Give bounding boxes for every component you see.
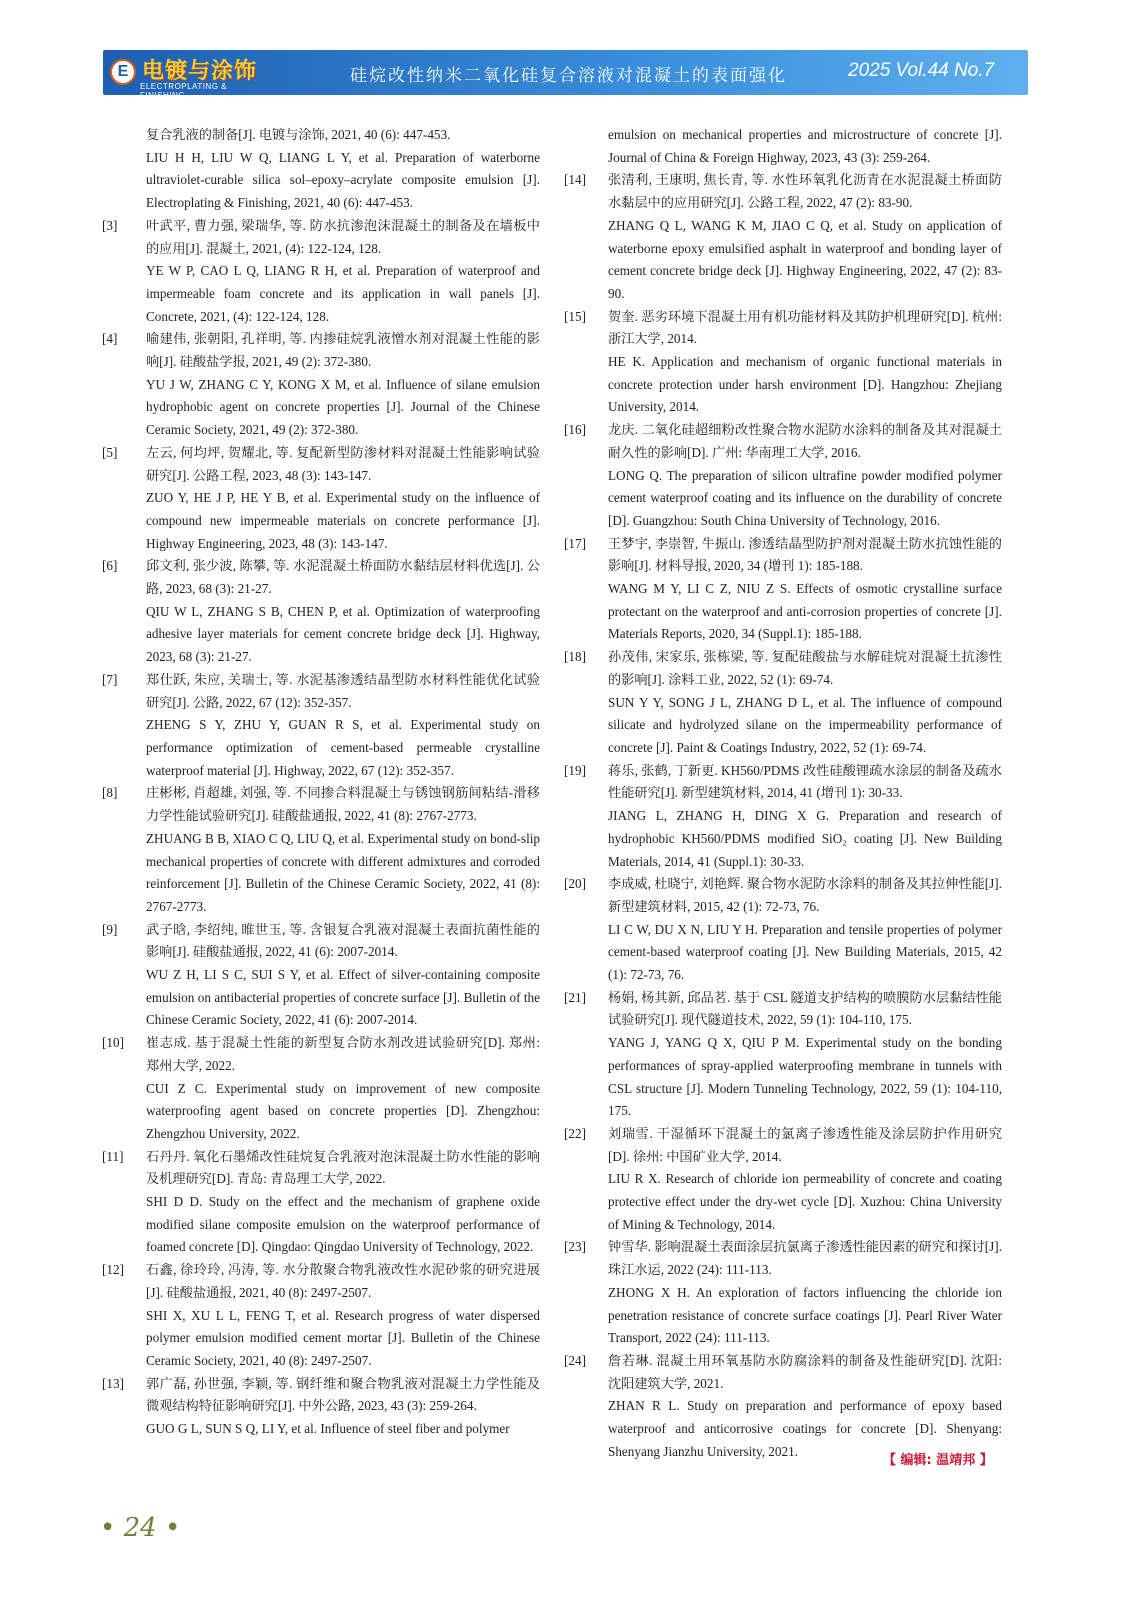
reference-entry <box>102 919 540 1033</box>
logo-subtitle: ELECTROPLATING & FINISHING <box>140 82 227 100</box>
reference-entry <box>102 555 540 669</box>
reference-translation: SUN Y Y, SONG J L, ZHANG D L, et al. The influence of compound silicate and hydrolyzed silane on the impermeability performance of concrete [J]. Paint & Coatings Industry, 2022, 52 (1): 69-74. <box>608 694 1002 755</box>
reference-number: [24] <box>564 1352 586 1368</box>
reference-translation: HE K. Application and mechanism of organic functional materials in concrete protection under harsh environment [D]. Hangzhou: Zhejiang University, 2014. <box>608 354 1002 415</box>
reference-entry <box>102 328 540 442</box>
reference-number: [20] <box>564 876 586 892</box>
reference-translation: SHI X, XU L L, FENG T, et al. Research progress of water dispersed polymer emulsion modified cement mortar [J]. Bulletin of the Chinese Ceramic Society, 2021, 40 (8): 2497-2507. <box>146 1307 540 1368</box>
reference-translation: ZHAN R L. Study on preparation and performance of epoxy based waterproof and anticorrosive coatings for concrete [D]. Shenyang: Shenyang Jianzhu University, 2021. <box>608 1398 1002 1459</box>
reference-entry <box>102 124 540 215</box>
reference-translation: ZHUANG B B, XIAO C Q, LIU Q, et al. Experimental study on bond-slip mechanical properties of concrete with different admixtures and corroded reinforcement [J]. Bulletin of the Chinese Ceramic Society, 2022, 41 (8): 2767-2773. <box>146 830 540 914</box>
reference-translation: YU J W, ZHANG C Y, KONG X M, et al. Influence of silane emulsion hydrophobic agent on concrete properties [J]. Journal of the Chinese Ceramic Society, 2021, 49 (2): 372-380. <box>146 376 540 438</box>
reference-entry <box>564 124 1002 169</box>
reference-translation: YANG J, YANG Q X, QIU P M. Experimental study on the bonding performances of spray-applied waterproofing membrane in tunnels with CSL structure [J]. Modern Tunneling Technology, 2022, 59 (1): 104-110, 175. <box>608 1035 1002 1119</box>
reference-number: [16] <box>564 422 586 438</box>
reference-entry <box>564 987 1002 1123</box>
reference-translation: WANG M Y, LI C Z, NIU Z S. Effects of osmotic crystalline surface protectant on the waterproof and anti-corrosion properties of concrete [J]. Materials Reports, 2020, 34 (Suppl.1): 185-188. <box>608 581 1002 642</box>
reference-number: [14] <box>564 172 586 188</box>
reference-text: 邱文利, 张少波, 陈攀, 等. 水泥混凝土桥面防水黏结层材料优选[J]. 公路, 2023, 68 (3): 21-27. <box>146 558 540 597</box>
reference-number: [23] <box>564 1239 586 1255</box>
reference-number: [12] <box>102 1262 124 1278</box>
reference-entry <box>564 760 1002 874</box>
reference-text: 王梦宇, 李崇智, 牛振山. 渗透结晶型防护剂对混凝土防水抗蚀性能的影响[J]. 材料导报, 2020, 34 (增刊 1): 185-188. <box>608 535 1002 574</box>
reference-number: [9] <box>102 921 118 937</box>
reference-text: 石鑫, 徐玲玲, 冯涛, 等. 水分散聚合物乳液改性水泥砂浆的研究进展[J]. 硅酸盐通报, 2021, 40 (8): 2497-2507. <box>146 1262 540 1300</box>
reference-entry <box>102 1032 540 1146</box>
reference-number: [4] <box>102 331 118 347</box>
reference-text: emulsion on mechanical properties and microstructure of concrete [J]. Journal of China & Foreign Highway, 2023, 43 (3): 259-264. <box>608 127 1002 165</box>
reference-text: 龙庆. 二氧化硅超细粉改性聚合物水泥防水涂料的制备及其对混凝土耐久性的影响[D]. 广州: 华南理工大学, 2016. <box>608 422 1002 460</box>
reference-translation: LIU R X. Research of chloride ion permeability of concrete and coating protective effect under the dry-wet cycle [D]. Xuzhou: China University of Mining & Technology, 2014. <box>608 1171 1002 1232</box>
reference-number: [19] <box>564 762 586 778</box>
reference-text: 郑仕跃, 朱应, 关瑞士, 等. 水泥基渗透结晶型防水材料性能优化试验研究[J]. 公路, 2022, 67 (12): 352-357. <box>146 671 540 710</box>
reference-translation: CUI Z C. Experimental study on improvement of new composite waterproofing agent based on concrete properties [D]. Zhengzhou: Zhengzhou University, 2022. <box>146 1080 540 1141</box>
reference-number: [6] <box>102 558 118 574</box>
reference-entry <box>564 533 1002 647</box>
reference-text: 詹若琳. 混凝土用环氧基防水防腐涂料的制备及性能研究[D]. 沈阳: 沈阳建筑大学, 2021. <box>608 1352 1002 1391</box>
reference-entry <box>102 215 540 329</box>
editor-credit: 【 编辑: 温靖邦 】 <box>883 1453 993 1468</box>
reference-entry <box>102 1259 540 1373</box>
reference-text: 杨娟, 杨其新, 邱品茗. 基于 CSL 隧道支护结构的喷膜防水层黏结性能试验研究[J]. 现代隧道技术, 2022, 59 (1): 104-110, 175. <box>608 989 1002 1028</box>
reference-translation: WU Z H, LI S C, SUI S Y, et al. Effect of silver-containing composite emulsion on antibacterial properties of concrete surface [J]. Bulletin of the Chinese Ceramic Society, 2022, 41 (6): 2007-2014. <box>146 967 540 1028</box>
reference-number: [15] <box>564 308 586 324</box>
reference-translation: JIANG L, ZHANG H, DING X G. Preparation and research of hydrophobic KH560/PDMS modified SiO₂ coating [J]. New Building Materials, 2014, 41 (Suppl.1): 30-33. <box>608 808 1002 869</box>
reference-text: 钟雪华. 影响混凝土表面涂层抗氯离子渗透性能因素的研究和探讨[J]. 珠江水运, 2022 (24): 111-113. <box>608 1239 1002 1278</box>
reference-number: [5] <box>102 444 118 460</box>
reference-translation: ZHANG Q L, WANG K M, JIAO C Q, et al. Study on application of waterborne epoxy emulsified asphalt in waterproof and bonding layer of cement concrete bridge deck [J]. Highway Engineering, 2022, 47 (2): 83-90. <box>608 217 1002 301</box>
reference-text: 刘瑞雪. 干湿循环下混凝土的氯离子渗透性能及涂层防护作用研究[D]. 徐州: 中国矿业大学, 2014. <box>608 1125 1002 1164</box>
reference-translation: ZUO Y, HE J P, HE Y B, et al. Experimental study on the influence of compound new impermeable materials on concrete performance [J]. Highway Engineering, 2023, 48 (3): 143-147. <box>146 490 540 551</box>
reference-number: [8] <box>102 785 118 801</box>
reference-number: [11] <box>102 1148 124 1164</box>
reference-text: 贺奎. 恶劣环境下混凝土用有机功能材料及其防护机理研究[D]. 杭州: 浙江大学, 2014. <box>608 308 1002 347</box>
reference-entry <box>564 1350 1002 1464</box>
reference-text: 郭广磊, 孙世强, 李颖, 等. 钢纤维和聚合物乳液对混凝土力学性能及微观结构特征影响研究[J]. 中外公路, 2023, 43 (3): 259-264. <box>146 1375 540 1414</box>
reference-entry <box>564 873 1002 987</box>
reference-text: 孙茂伟, 宋家乐, 张栋梁, 等. 复配硅酸盐与水解硅烷对混凝土抗渗性的影响[J]. 涂料工业, 2022, 52 (1): 69-74. <box>608 649 1002 687</box>
reference-translation: LIU H H, LIU W Q, LIANG L Y, et al. Preparation of waterborne ultraviolet-curable silica sol–epoxy–acrylate composite emulsion [J]. Electroplating & Finishing, 2021, 40 (6): 447-453. <box>146 149 540 211</box>
reference-entry <box>102 442 540 556</box>
reference-text: 张清利, 王康明, 焦长青, 等. 水性环氧乳化沥青在水泥混凝土桥面防水黏层中的应用研究[J]. 公路工程, 2022, 47 (2): 83-90. <box>608 172 1002 211</box>
reference-entry <box>102 1373 540 1441</box>
journal-volume: 2025 Vol.44 No.7 <box>848 60 995 81</box>
reference-translation: GUO G L, SUN S Q, LI Y, et al. Influence of steel fiber and polymer <box>146 1421 510 1437</box>
reference-number: [3] <box>102 217 118 233</box>
reference-translation: QIU W L, ZHANG S B, CHEN P, et al. Optimization of waterproofing adhesive layer materials for cement concrete bridge deck [J]. Highway, 2023, 68 (3): 21-27. <box>146 603 540 665</box>
reference-text: 蒋乐, 张鹤, 丁新更. KH560/PDMS 改性硅酸锂疏水涂层的制备及疏水性能研究[J]. 新型建筑材料, 2014, 41 (增刊 1): 30-33. <box>608 762 1002 801</box>
reference-translation: LI C W, DU X N, LIU Y H. Preparation and tensile properties of polymer cement-based waterproof coating [J]. New Building Materials, 2015, 42 (1): 72-73, 76. <box>608 921 1002 983</box>
reference-entry <box>564 419 1002 533</box>
page-number: • 24 • <box>100 1513 181 1543</box>
reference-translation: YE W P, CAO L Q, LIANG R H, et al. Preparation of waterproof and impermeable foam concrete and its application in wall panels [J]. Concrete, 2021, (4): 122-124, 128. <box>146 263 540 324</box>
reference-text: 崔志成. 基于混凝土性能的新型复合防水剂改进试验研究[D]. 郑州: 郑州大学, 2022. <box>146 1035 540 1073</box>
reference-entry <box>564 306 1002 420</box>
reference-translation: SHI D D. Study on the effect and the mechanism of graphene oxide modified silane composite emulsion on the waterproof performance of foamed concrete [D]. Qingdao: Qingdao University of Technology, 2022. <box>146 1194 540 1255</box>
reference-text: 左云, 何均坪, 贺耀北, 等. 复配新型防渗材料对混凝土性能影响试验研究[J]. 公路工程, 2023, 48 (3): 143-147. <box>146 444 540 483</box>
reference-number: [21] <box>564 989 586 1005</box>
reference-number: [22] <box>564 1125 586 1141</box>
reference-entry <box>102 669 540 783</box>
reference-entry <box>102 782 540 918</box>
reference-entry <box>564 169 1002 305</box>
reference-translation: LONG Q. The preparation of silicon ultrafine powder modified polymer cement waterproof coating and its influence on the durability of concrete [D]. Guangzhou: South China University of Technology, 2016. <box>608 467 1002 528</box>
reference-number: [13] <box>102 1375 124 1391</box>
journal-logo <box>108 54 268 100</box>
logo-text: 电镀与涂饰 <box>142 59 258 84</box>
references-right-column <box>564 124 1002 1463</box>
reference-entry <box>102 1146 540 1260</box>
reference-number: [17] <box>564 535 586 551</box>
reference-text: 石丹丹. 氧化石墨烯改性硅烷复合乳液对泡沫混凝土防水性能的影响及机理研究[D]. 青岛: 青岛理工大学, 2022. <box>146 1148 540 1187</box>
reference-number: [10] <box>102 1035 124 1051</box>
reference-entry <box>564 1236 1002 1350</box>
reference-text: 喻建伟, 张朝阳, 孔祥明, 等. 内掺硅烷乳液憎水剂对混凝土性能的影响[J]. 硅酸盐学报, 2021, 49 (2): 372-380. <box>146 331 540 370</box>
article-running-title: 硅烷改性纳米二氧化硅复合溶液对混凝土的表面强化 <box>350 66 787 86</box>
references-left-column <box>102 124 540 1441</box>
reference-text: 叶武平, 曹力强, 梁瑞华, 等. 防水抗渗泡沫混凝土的制备及在墙板中的应用[J]. 混凝土, 2021, (4): 122-124, 128. <box>146 217 540 256</box>
reference-number: [7] <box>102 671 118 687</box>
reference-text: 武子晗, 李绍纯, 睢世玉, 等. 含银复合乳液对混凝土表面抗菌性能的影响[J]. 硅酸盐通报, 2022, 41 (6): 2007-2014. <box>146 921 540 960</box>
reference-text: 复合乳液的制备[J]. 电镀与涂饰, 2021, 40 (6): 447-453. <box>146 127 451 142</box>
reference-text: 庄彬彬, 肖超雄, 刘强, 等. 不同掺合料混凝土与锈蚀钢筋间粘结-滑移力学性能试验研究[J]. 硅酸盐通报, 2022, 41 (8): 2767-2773. <box>146 785 540 824</box>
reference-entry <box>564 1123 1002 1237</box>
reference-translation: ZHONG X H. An exploration of factors influencing the chloride ion penetration resistance of concrete surface coatings [J]. Pearl River Water Transport, 2022 (24): 111-113. <box>608 1284 1002 1346</box>
reference-translation: ZHENG S Y, ZHU Y, GUAN R S, et al. Experimental study on performance optimization of cement-based permeable crystalline waterproof material [J]. Highway, 2022, 67 (12): 352-357. <box>146 717 540 778</box>
reference-number: [18] <box>564 649 586 665</box>
reference-text: 李成威, 杜晓宁, 刘艳辉. 聚合物水泥防水涂料的制备及其拉伸性能[J]. 新型建筑材料, 2015, 42 (1): 72-73, 76. <box>608 876 1002 914</box>
logo-e-icon: E <box>110 59 136 85</box>
reference-entry <box>564 646 1002 760</box>
